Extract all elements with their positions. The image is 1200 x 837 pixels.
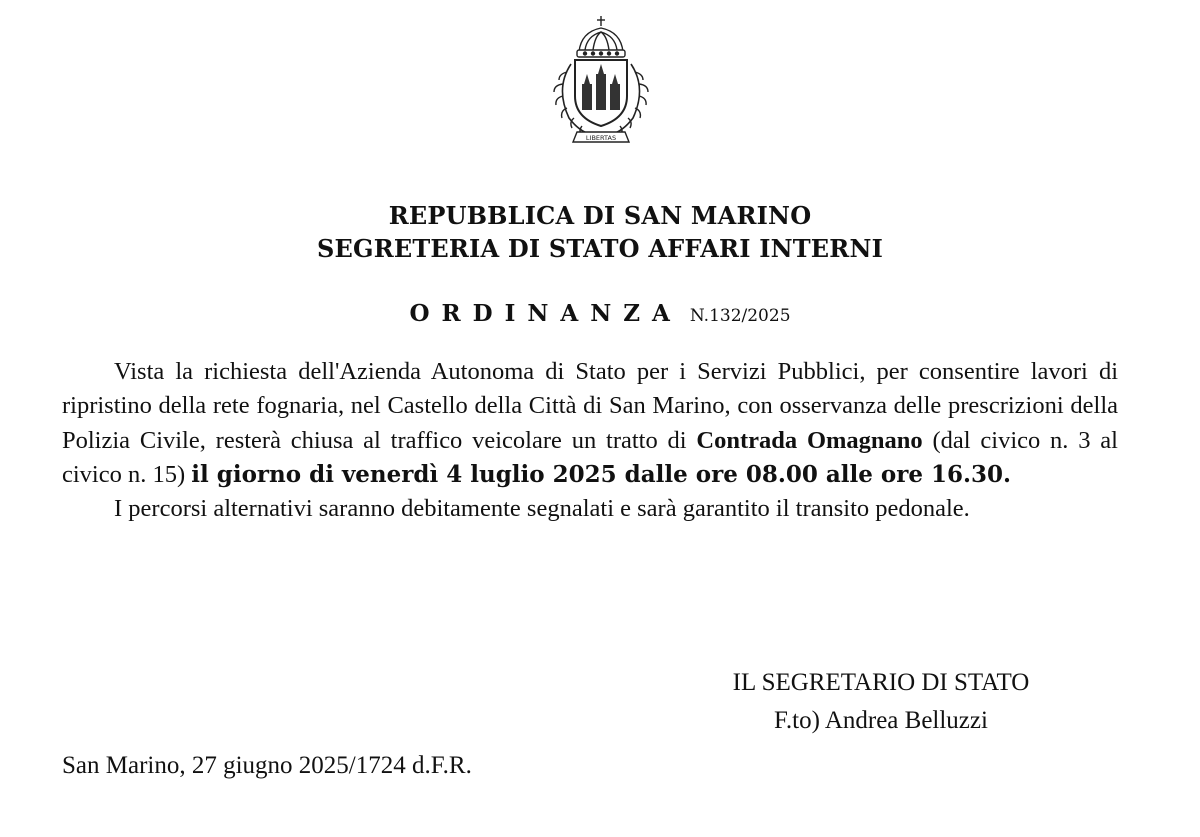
coat-of-arms-emblem xyxy=(541,14,661,146)
emblem-motto: LIBERTAS xyxy=(585,134,617,142)
ordinanza-title: ORDINANZA xyxy=(409,300,682,327)
body-paragraph-1 xyxy=(62,355,1118,492)
body-text-segment: (dal civico n. 3 al civico n. 15) xyxy=(62,426,1118,488)
closure-date: il giorno di venerdì 4 luglio 2025 dalle ore 08.00 alle ore 16.30. xyxy=(191,460,1012,488)
street-name: Contrada Omagnano xyxy=(696,426,923,454)
body-text-segment: Vista la richiesta dell'Azienda Autonoma di Stato per i Servizi Pubblici, per consentire lavori di ripristino della rete fognaria, nel Castello della Città di San Marino, con osservanza delle prescrizioni della Polizia Civile, resterà chiusa al traffico veicolare un tratto di xyxy=(62,358,1118,454)
signatory-title: IL SEGRETARIO DI STATO xyxy=(732,669,1030,696)
document-date: San Marino, 27 giugno 2025/1724 d.F.R. xyxy=(62,752,472,779)
signatory-name: F.to) Andrea Belluzzi xyxy=(774,707,988,734)
ordinanza-heading xyxy=(0,300,1200,327)
body-paragraph-2: I percorsi alternativi saranno debitamente segnalati e sarà garantito il transito pedonale. xyxy=(114,495,970,523)
document-header xyxy=(0,199,1200,265)
document-body xyxy=(62,355,1118,526)
header-republic: REPUBBLICA DI SAN MARINO xyxy=(388,201,812,230)
header-secretariat: SEGRETERIA DI STATO AFFARI INTERNI xyxy=(316,234,884,263)
ordinanza-number: N.132/2025 xyxy=(689,306,791,326)
signature-block xyxy=(640,664,1122,740)
